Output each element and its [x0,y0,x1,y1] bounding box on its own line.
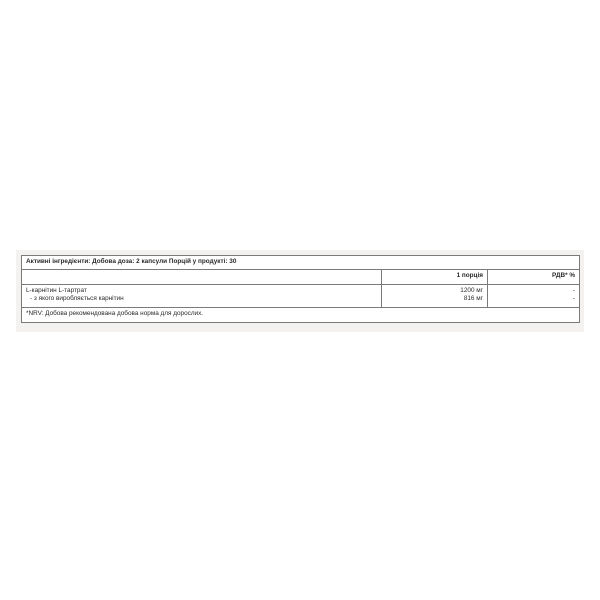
table-header-row [22,270,580,285]
ingredient-names-cell [22,285,382,308]
table-title: Активні інгредієнти: Добова доза: 2 капсули Порцій у продукті: 30 [22,256,580,270]
ingredient-name: - з якого виробляється карнітин [30,295,124,302]
ingredient-name: L-карнітин L-тартрат [26,287,87,294]
header-rdv: РДВ* % [488,270,580,285]
ingredient-rdv: - [572,287,576,294]
supplement-facts-panel [16,250,584,332]
ingredient-amount: 816 мг [463,295,483,302]
header-blank-cell [22,270,382,285]
table-title-row [22,256,580,270]
ingredient-amounts-cell [382,285,488,308]
supplement-facts-table [21,255,580,323]
ingredient-rdv: - [572,295,576,302]
table-footnote-row [22,308,580,323]
ingredient-rdv-cell [488,285,580,308]
footnote: *NRV: Добова рекомендована добова норма для дорослих. [22,308,580,323]
ingredient-amount: 1200 мг [460,287,483,294]
header-portion: 1 порція [382,270,488,285]
table-row [22,285,580,308]
